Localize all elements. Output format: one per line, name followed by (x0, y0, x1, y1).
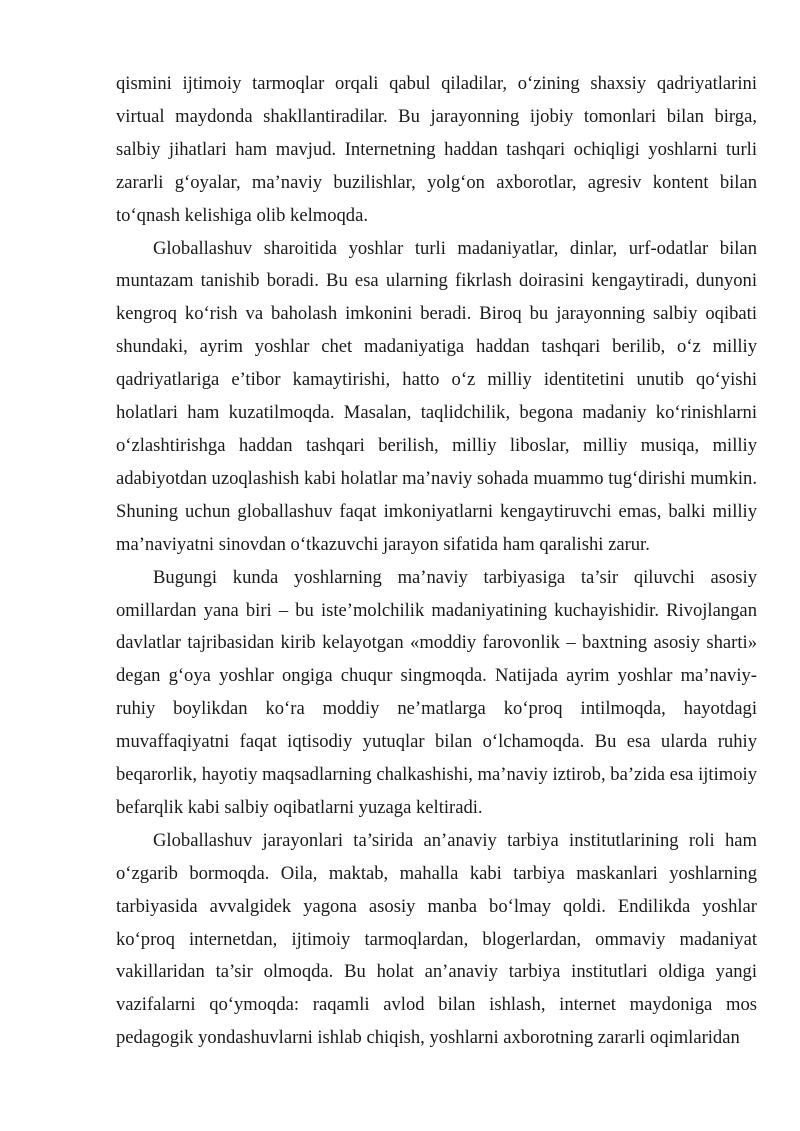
paragraph-consumerism: Bugungi kunda yoshlarning ma’naviy tarbiyasiga ta’sir qiluvchi asosiy omillardan yana biri – bu iste’molchilik madaniyatining kuchayishidir. Rivojlangan davlatlar tajribasidan kirib kelayotgan «moddiy farovonlik – baxtning asosiy sharti» degan g‘oya yoshlar ongiga chuqur singmoqda. Natijada ayrim yoshlar ma’naviy-ruhiy boylikdan ko‘ra moddiy ne’matlarga ko‘proq intilmoqda, hayotdagi muvaffaqiyatni faqat iqtisodiy yutuqlar bilan o‘lchamoqda. Bu esa ularda ruhiy beqarorlik, hayotiy maqsadlarning chalkashishi, ma’naviy iztirob, ba’zida esa ijtimoiy befarqlik kabi salbiy oqibatlarni yuzaga keltiradi. (116, 566, 757, 818)
document-page (116, 68, 757, 1055)
paragraph-traditional-institutions: Globallashuv jarayonlari ta’sirida an’anaviy tarbiya institutlarining roli ham o‘zgarib bormoqda. Oila, maktab, mahalla kabi tarbiya maskanlari yoshlarning tarbiyasida avvalgidek yagona asosiy manba bo‘lmay qoldi. Endilikda yoshlar ko‘proq internetdan, ijtimoiy tarmoqlardan, blogerlardan, ommaviy madaniyat vakillaridan ta’sir olmoqda. Bu holat an’anaviy tarbiya institutlari oldiga yangi vazifalarni qo‘ymoqda: raqamli avlod bilan ishlash, internet maydoniga mos pedagogik yondashuvlarni ishlab chiqish, yoshlarni axborotning zararli oqimlaridan (116, 829, 757, 1049)
paragraph-continuation: qismini ijtimoiy tarmoqlar orqali qabul qiladilar, o‘zining shaxsiy qadriyatlarini virtual maydonda shakllantiradilar. Bu jarayonning ijobiy tomonlari bilan birga, salbiy jihatlari ham mavjud. Internetning haddan tashqari ochiqligi yoshlarni turli zararli g‘oyalar, ma’naviy buzilishlar, yolg‘on axborotlar, agresiv kontent bilan to‘qnash kelishiga olib kelmoqda. (116, 73, 757, 226)
paragraph-globalization-cultures: Globallashuv sharoitida yoshlar turli madaniyatlar, dinlar, urf-odatlar bilan muntazam tanishib boradi. Bu esa ularning fikrlash doirasini kengaytiradi, dunyoni kengroq ko‘rish va baholash imkonini beradi. Biroq bu jarayonning salbiy oqibati shundaki, ayrim yoshlar chet madaniyatiga haddan tashqari berilib, o‘z milliy qadriyatlariga e’tibor kamaytirishi, hatto o‘z milliy identitetini unutib qo‘yishi holatlari ham kuzatilmoqda. Masalan, taqlidchilik, begona madaniy ko‘rinishlarni o‘zlashtirishga haddan tashqari berilish, milliy liboslar, milliy musiqa, milliy adabiyotdan uzoqlashish kabi holatlar ma’naviy sohada muammo tug‘dirishi mumkin. Shuning uchun globallashuv faqat imkoniyatlarni kengaytiruvchi emas, balki milliy ma’naviyatni sinovdan o‘tkazuvchi jarayon sifatida ham qaralishi zarur. (116, 237, 757, 555)
